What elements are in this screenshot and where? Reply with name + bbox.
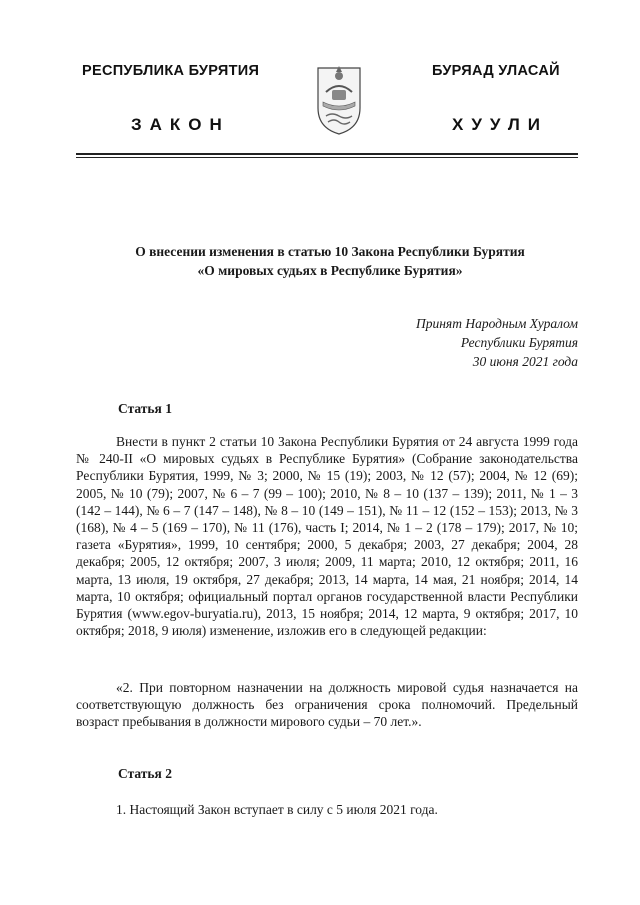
article-2-heading: Статья 2 (118, 766, 172, 781)
article-2-paragraph: 1. Настоящий Закон вступает в силу с 5 июля 2021 года. (116, 802, 438, 817)
header-republic-ru: РЕСПУБЛИКА БУРЯТИЯ (82, 63, 260, 79)
coat-of-arms-icon (314, 58, 364, 136)
adoption-line-1: Принят Народным Хуралом (415, 316, 578, 331)
adoption-line-2: Республики Бурятия (460, 335, 578, 350)
article-1-paragraph: Внести в пункт 2 статьи 10 Закона Республики Бурятия от 24 августа 1999 года № 240-II «О мировых судьях в Республике Бурятия» (Собрание законодательства Республики Бурятия, 1999, № 3; 2000, № 15 (19); 2003, № 12 (57); 2004, № 12 (69); 2005, № 10 (79); 2007, № 6 – 7 (99 – 100); 2010, № 8 – 10 (137 – 139); 2011, № 1 – 3 (142 – 144), № 6 – 7 (147 – 148), № 8 – 10 (149 – 151), № 11 – 12 (152 – 153); 2013, № 3 (168), № 4 – 5 (169 – 170), № 11 (176), часть I; 2014, № 1 – 2 (178 – 179); 2017, № 10; газета «Бурятия», 1999, 10 сентября; 2000, 5 декабря; 2003, 27 декабря; 2004, 28 декабря; 2005, 12 октября; 2007, 3 июля; 2009, 11 марта; 2010, 12 октября; 2011, 16 марта, 13 июля, 19 октября, 27 декабря; 2013, 14 марта, 14 мая, 21 ноября; 2014, 14 марта, 10 октября; официальный портал органов государственной власти Республики Бурятия (www.egov-buryatia.ru), 2013, 15 ноября; 2014, 12 марта, 9 октября; 2017, 10 октября; 2018, 9 июля) изменение, изложив его в следующей редакции: (76, 434, 578, 639)
article-1-quoted-text: «2. При повторном назначении на должность мировой судья назначается на соответствующую должность без ограничения срока полномочий. Предельный возраст пребывания в должности мирового судьи – 70 лет.». (76, 680, 578, 730)
law-title-line-2: «О мировых судьях в Республике Бурятия» (197, 263, 463, 278)
law-title-line-1: О внесении изменения в статью 10 Закона Республики Бурятия (135, 244, 525, 259)
article-1-heading: Статья 1 (118, 401, 172, 416)
adoption-note (416, 314, 578, 371)
law-title (80, 242, 580, 280)
header-law-ru: ЗАКОН (131, 115, 230, 134)
header-divider-thin (76, 157, 578, 158)
adoption-date: 30 июня 2021 года (472, 354, 578, 369)
header-divider-thick (76, 153, 578, 155)
header-law-bua: ХУУЛИ (452, 115, 548, 134)
header-republic-bua: БУРЯАД УЛАСАЙ (432, 63, 560, 79)
